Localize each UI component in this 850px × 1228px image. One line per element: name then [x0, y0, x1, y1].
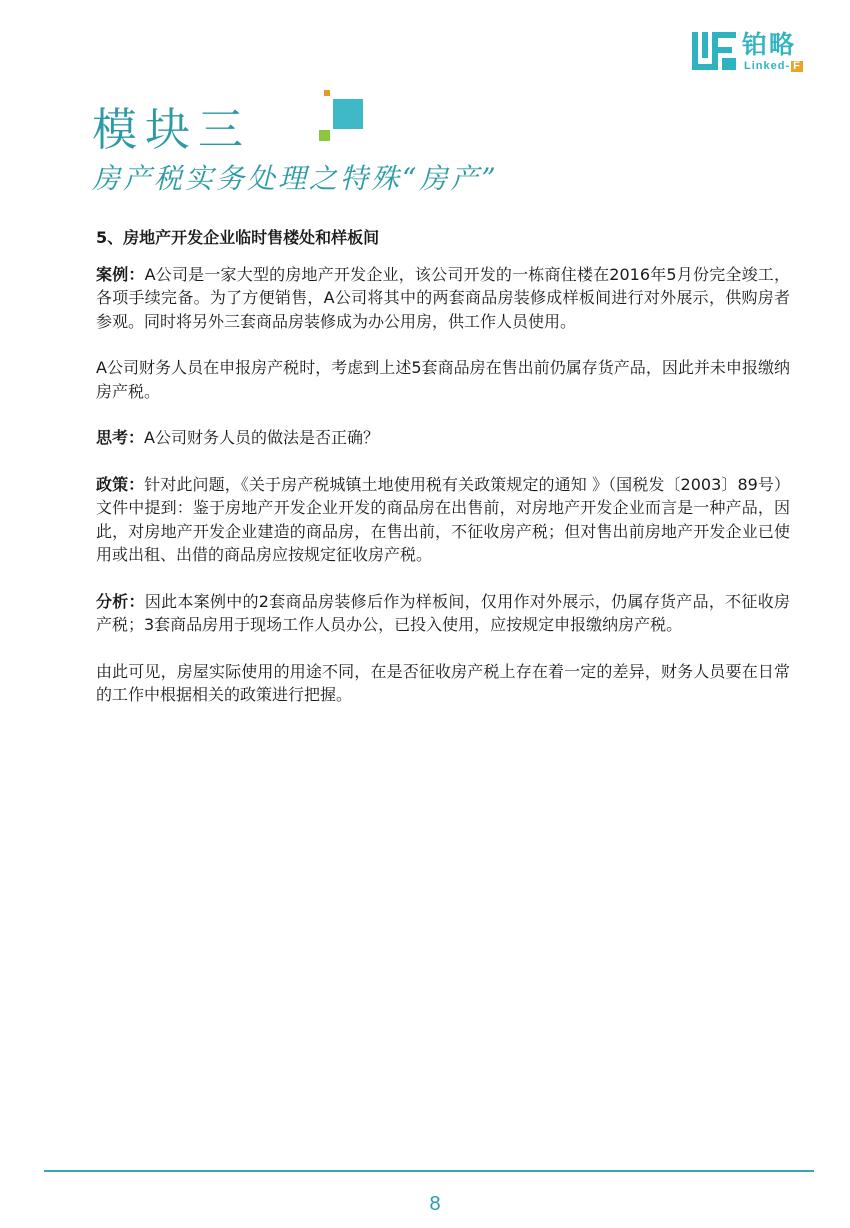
document-body — [96, 226, 790, 730]
conclusion-paragraph — [96, 660, 790, 707]
policy-label: 政策： — [96, 474, 145, 494]
brand-subtitle-box: F — [793, 60, 801, 72]
case-text: A公司是一家大型的房地产开发企业，该公司开发的一栋商住楼在2016年5月份完全竣工，各项手续完备。为了方便销售，A公司将其中的两套商品房装修成样板间进行对外展示，供购房者参观。同时将另外三套商品房装修成为办公用房，供工作人员使用。 — [96, 264, 790, 331]
brand-subtitle — [744, 60, 803, 72]
linked-f-logo-icon — [692, 32, 736, 70]
colored-squares-decoration — [316, 90, 368, 146]
page-number: 8 — [429, 1193, 441, 1215]
finance-text: A公司财务人员在申报房产税时，考虑到上述5套商品房在售出前仍属存货产品，因此并未申报缴纳房产税。 — [96, 358, 790, 401]
brand-name: 铂略 — [742, 30, 797, 59]
case-paragraph — [96, 263, 790, 334]
conclusion-text: 由此可见，房屋实际使用的用途不同，在是否征收房产税上存在着一定的差异，财务人员要在日常的工作中根据相关的政策进行把握。 — [96, 661, 790, 704]
think-label: 思考： — [96, 428, 145, 447]
finance-paragraph — [96, 356, 790, 403]
analysis-label: 分析： — [96, 591, 145, 611]
analysis-text: 因此本案例中的2套商品房装修后作为样板间，仅用作对外展示，仍属存货产品，不征收房产税；3套商品房用于现场工作人员办公，已投入使用，应按规定申报缴纳房产税。 — [96, 591, 790, 634]
policy-text: 针对此问题，《关于房产税城镇土地使用税有关政策规定的通知 》（国税发〔2003〕89号）文件中提到：鉴于房地产开发企业开发的商品房在出售前，对房地产开发企业而言是一种产品，因此，对房地产开发企业建造的商品房，在售出前，不征收房产税；但对售出前房地产开发企业已使用或出租、出借的商品房应按规定征收房产税。 — [96, 474, 790, 564]
module-title: 模块三 — [92, 103, 252, 156]
module-subtitle: 房产税实务处理之特殊“房产” — [92, 162, 499, 195]
policy-paragraph — [96, 473, 790, 567]
think-paragraph — [96, 426, 790, 450]
brand-subtitle-text: Linked- — [744, 60, 791, 72]
brand-logo — [692, 30, 812, 74]
case-label: 案例： — [96, 264, 145, 284]
section-heading: 5、房地产开发企业临时售楼处和样板间 — [96, 228, 380, 247]
analysis-paragraph — [96, 590, 790, 637]
think-text: A公司财务人员的做法是否正确？ — [144, 428, 379, 447]
footer-divider — [44, 1170, 814, 1172]
